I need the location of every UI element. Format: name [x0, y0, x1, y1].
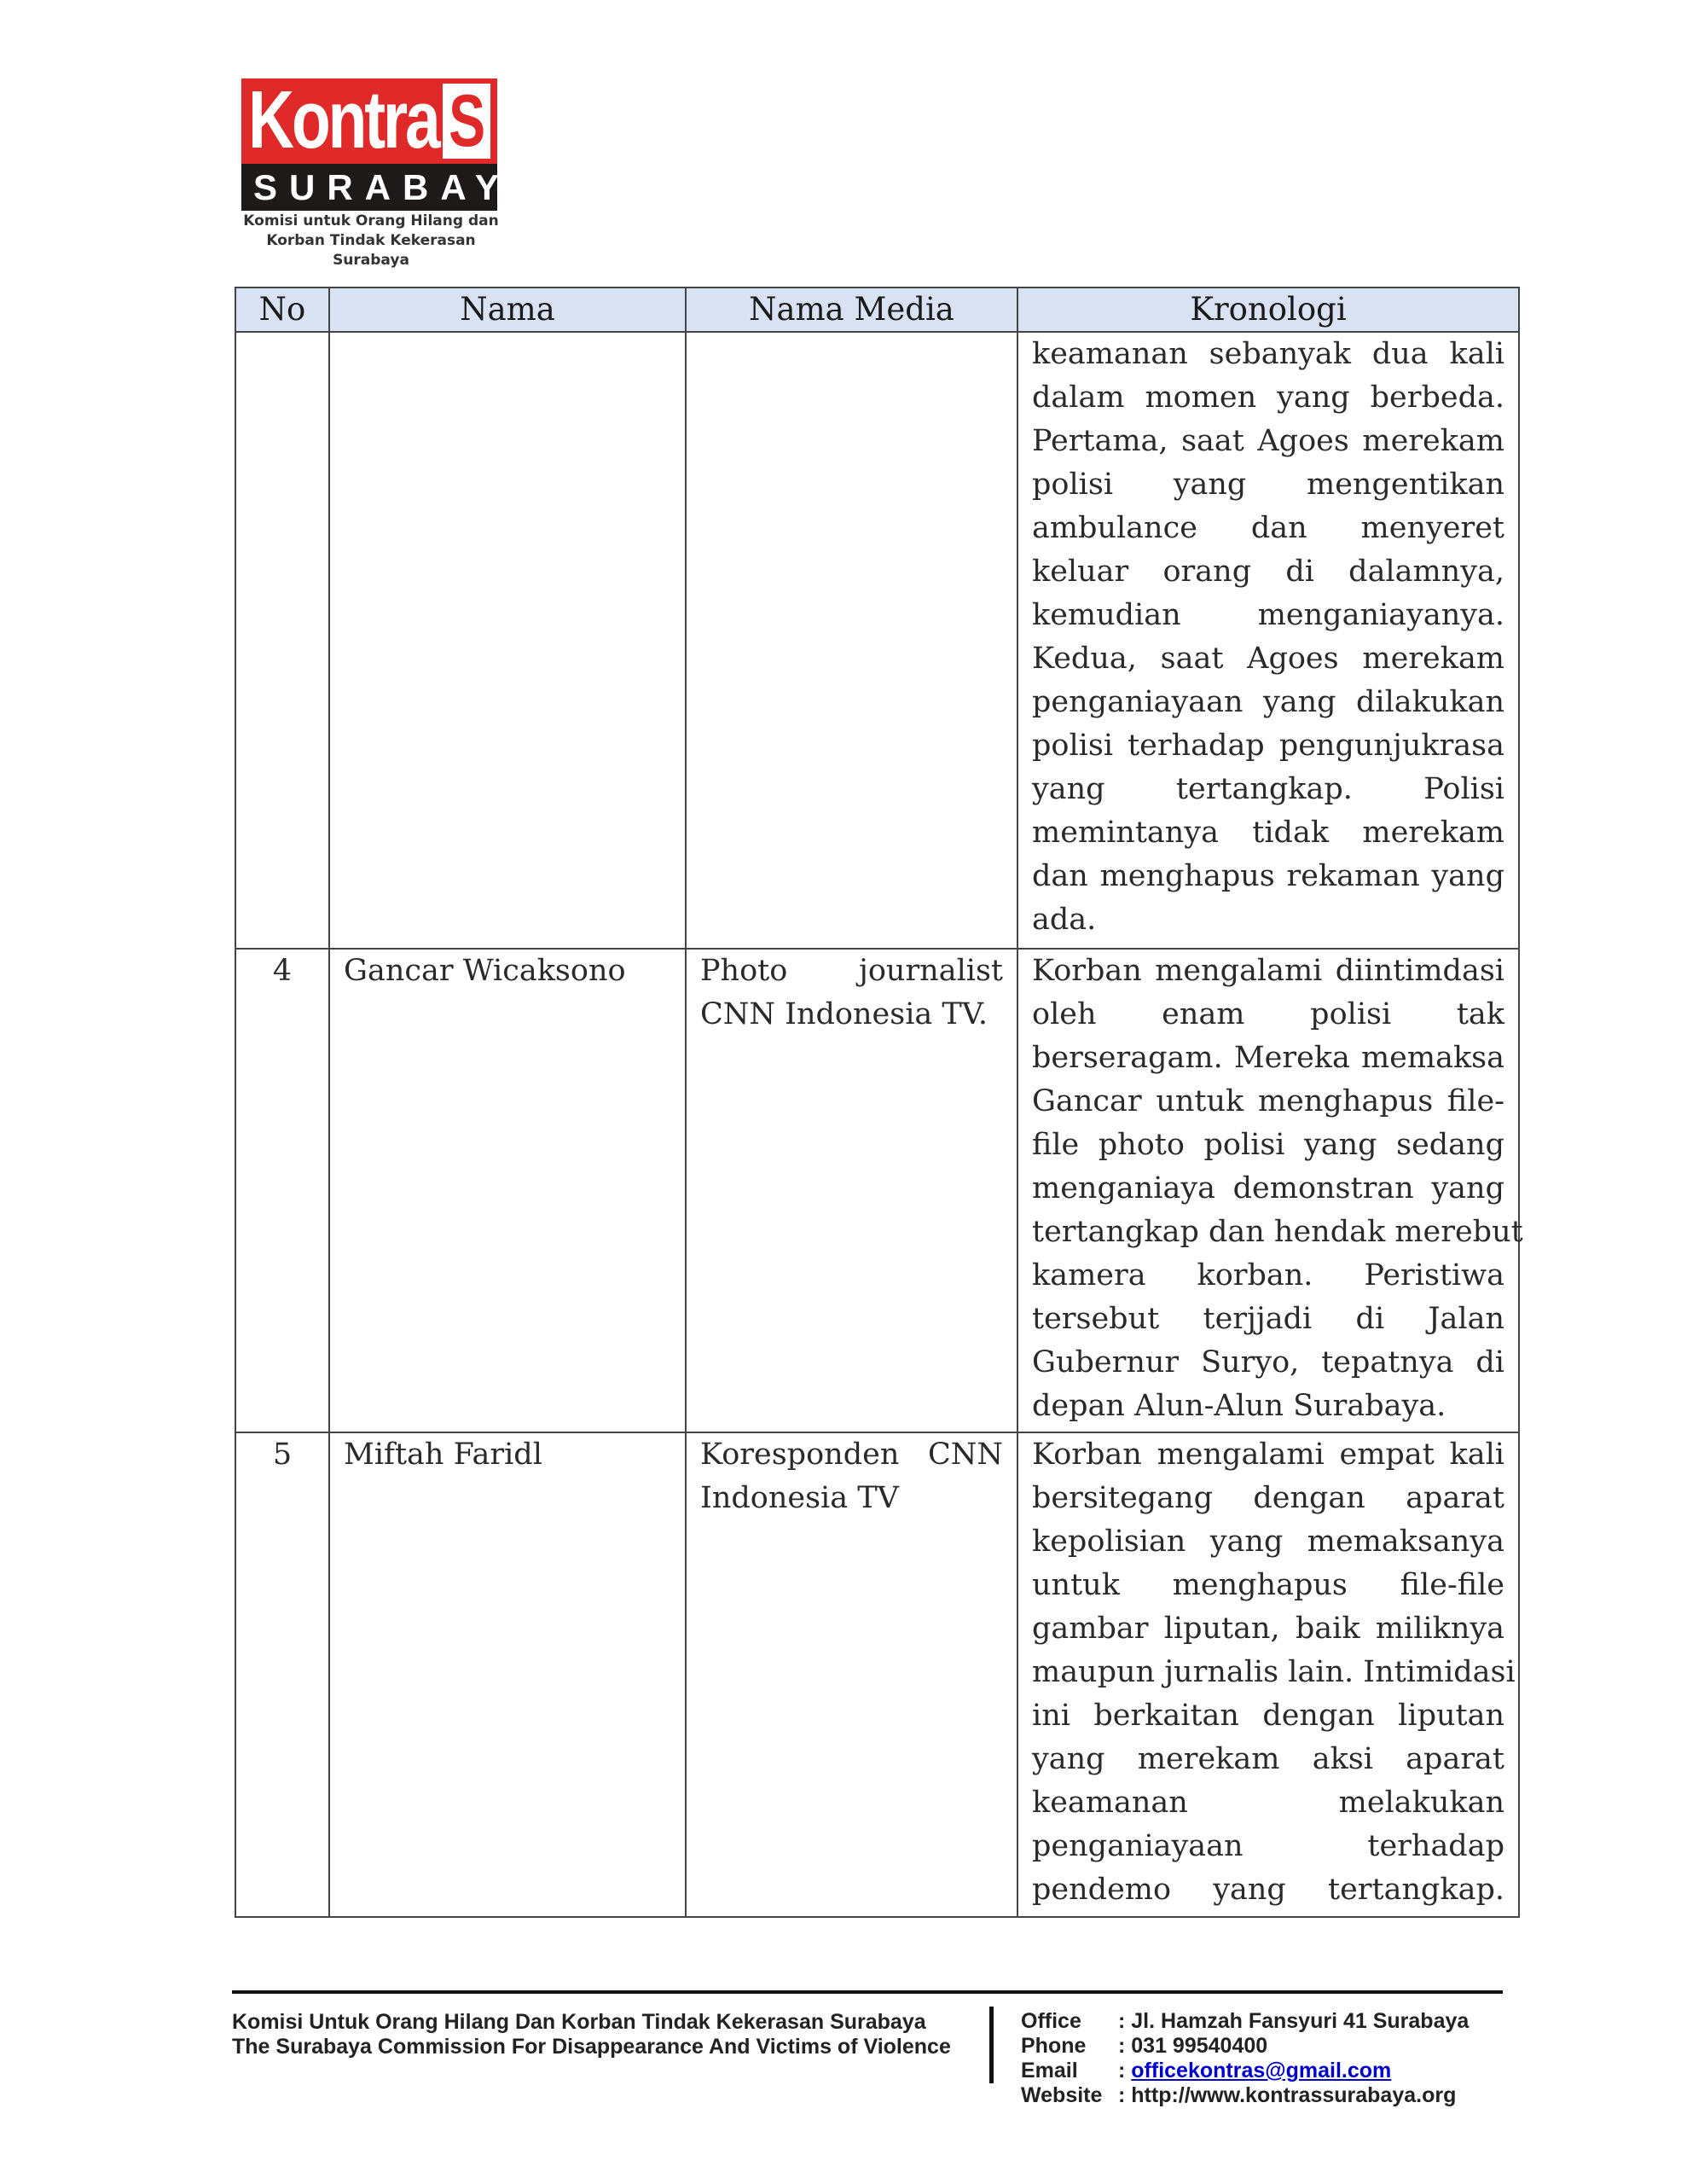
- footer-website: Website : http://www.kontrassurabaya.org: [1021, 2083, 1457, 2107]
- footer-vertical-bar: [989, 2007, 994, 2083]
- table-row: [235, 949, 1519, 1432]
- footer-org-name-id: Komisi Untuk Orang Hilang Dan Korban Tindak Kekerasan Surabaya: [232, 2010, 926, 2034]
- logo-wordmark: Kontra: [248, 78, 438, 164]
- footer-contacts: [1021, 2009, 1469, 2108]
- footer-email: Email : officekontras@gmail.com: [1021, 2059, 1392, 2082]
- table-row: [235, 1432, 1519, 1917]
- kontras-logo: [241, 78, 546, 211]
- cell-media: Koresponden CNN Indonesia TV: [686, 1432, 1017, 1917]
- cell-kronologi: keamanan sebanyak dua kali dalam momen yang berbeda. Pertama, saat Agoes merekam polisi yang mengentikan ambulance dan menyeret keluar orang di dalamnya, kemudian menganiayanya. Kedua, saat Agoes merekam penganiayaan yang dilakukan polisi terhadap pengunjukrasa yang tertangkap. Polisi memintanya tidak merekam dan menghapus rekaman yang ada.: [1017, 332, 1519, 949]
- website-text: : http://www.kontrassurabaya.org: [1118, 2083, 1457, 2107]
- cell-no: 5: [235, 1432, 329, 1917]
- col-header-nama-media: Nama Media: [686, 288, 1017, 332]
- cell-nama: Gancar Wicaksono: [329, 949, 686, 1432]
- cell-nama: Miftah Faridl: [329, 1432, 686, 1917]
- cell-media: Photo journalist CNN Indonesia TV.: [686, 949, 1017, 1432]
- logo-city: SURABAYA: [241, 164, 497, 211]
- logo-tagline: Komisi untuk Orang Hilang dan Korban Tindak Kekerasan Surabaya: [243, 212, 499, 269]
- cell-nama: [329, 332, 686, 949]
- cell-no: [235, 332, 329, 949]
- footer-divider: [232, 1990, 1503, 1994]
- victims-table: [235, 287, 1523, 1918]
- footer-org-name-en: The Surabaya Commission For Disappearance And Victims of Violence: [232, 2035, 951, 2059]
- footer-phone: Phone : 031 99540400: [1021, 2034, 1268, 2058]
- cell-media: [686, 332, 1017, 949]
- col-header-no: No: [235, 288, 329, 332]
- footer-office: Office : Jl. Hamzah Fansyuri 41 Surabaya: [1021, 2009, 1470, 2033]
- footer-org: [232, 2010, 951, 2059]
- cell-kronologi: Korban mengalami empat kali bersitegang dengan aparat kepolisian yang memaksanya untuk menghapus file-file gambar liputan, baik miliknya maupun jurnalis lain. Intimidasi ini berkaitan dengan liputan yang merekam aksi aparat keamanan melakukan penganiayaan terhadap pendemo yang tertangkap.: [1017, 1432, 1519, 1917]
- col-header-nama: Nama: [329, 288, 686, 332]
- logo-red-band: [241, 78, 497, 164]
- col-header-kronologi: Kronologi: [1017, 288, 1519, 332]
- table-row: [235, 332, 1519, 949]
- logo-s-box: S: [443, 84, 490, 159]
- cell-no: 4: [235, 949, 329, 1432]
- table-header-row: [235, 288, 1519, 332]
- email-link[interactable]: officekontras@gmail.com: [1131, 2059, 1392, 2082]
- cell-kronologi: Korban mengalami diintimdasi oleh enam polisi tak berseragam. Mereka memaksa Gancar untuk menghapus file- file photo polisi yang sedang menganiaya demonstran yang tertangkap dan hendak merebut kamera korban. Peristiwa tersebut terjjadi di Jalan Gubernur Suryo, tepatnya di depan Alun-Alun Surabaya.: [1017, 949, 1519, 1432]
